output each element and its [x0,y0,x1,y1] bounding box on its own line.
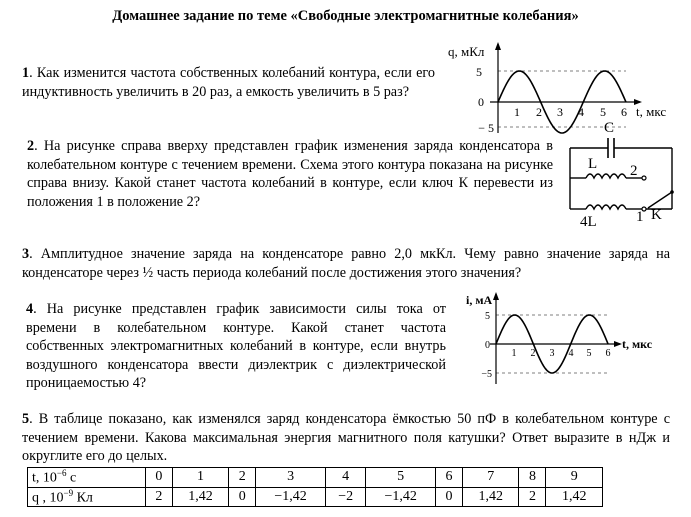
table-cell: 5 [366,468,436,488]
graph4-ytick-5: 5 [485,311,490,322]
task-1-text: . Как изменится частота собственных колебаний контура, если его индуктивность увеличить в 20 раз, а емкость увеличить в 5 раз? [22,65,435,100]
graph1-xtick-5: 5 [600,105,606,119]
table-cell: −1,42 [256,487,326,507]
charge-table [27,467,603,507]
time-unit: с [66,470,77,486]
charge-unit: Кл [73,490,93,506]
task-4-number: 4 [26,301,34,317]
graph4-ylabel: i, мА [466,293,493,307]
table-cell: 0 [436,487,463,507]
circuit-diagram [560,118,691,230]
table-cell: 1,42 [172,487,228,507]
time-label: t, 10 [32,470,57,486]
task-2 [27,137,553,211]
inductor-4L-label: 4L [580,214,597,230]
table-cell: 2 [519,487,546,507]
switch-position-2-label: 2 [630,163,638,179]
graph4-xtick-4: 4 [568,348,574,359]
table-cell: 1 [172,468,228,488]
switch-contact-2 [642,176,646,180]
graph1-xtick-4: 4 [578,105,584,119]
table-cell: −1,42 [366,487,436,507]
table-cell: 0 [229,487,256,507]
task-1 [22,64,435,101]
table-cell: 1,42 [463,487,519,507]
table-cell: 6 [436,468,463,488]
task-4-text: . На рисунке представлен график зависимости силы тока от времени в колебательном контуре. Какой станет частота собственных электромагнитных колебаний в контуре, если внутрь воздушного конденсатора ввести диэлектрик с диэлектрической проницаемостью 4? [26,301,446,391]
graph1-xtick-6: 6 [621,105,627,119]
task-1-number: 1 [22,65,30,81]
graph4-xtick-1: 1 [511,348,517,359]
task-5-text: . В таблице показано, как изменялся заряд конденсатора ёмкостью 50 пФ в колебательном контуре с течением времени. Какова максимальная энергия магнитного поля катушки? Ответ выразите в нДж и округлите его до целых. [22,411,670,464]
graph4-ytick-0: 0 [485,340,490,351]
graph4-xtick-2: 2 [530,348,536,359]
task-3 [22,245,670,282]
table-cell: −2 [326,487,366,507]
graph1-ytick-5: 5 [476,65,482,79]
switch-position-1-label: 1 [636,209,644,225]
table-cell: 1,42 [546,487,603,507]
graph1-ylabel: q, мКл [448,44,485,59]
table-row-charge [28,487,603,507]
graph1-xtick-2: 2 [536,105,542,119]
inductor-L [586,174,626,178]
table-cell: 2 [145,487,172,507]
graph1-xlabel: t, мкс [636,104,667,119]
graph1-xtick-1: 1 [514,105,520,119]
graph4-xlabel: t, мкс [622,337,653,351]
table-cell: 8 [519,468,546,488]
graph4-xtick-6: 6 [605,348,611,359]
switch-K-label: K [651,207,662,223]
graph1-ytick-0: 0 [478,95,484,109]
task-2-number: 2 [27,138,35,154]
table-cell: 9 [546,468,603,488]
switch-lever [648,192,672,208]
graph4-ytick-minus5: −5 [481,369,492,380]
table-cell: 4 [326,468,366,488]
task-5 [22,410,670,466]
table-cell: 3 [256,468,326,488]
time-exponent: −6 [56,468,67,478]
table-cell: 0 [145,468,172,488]
inductor-4L [586,205,626,209]
inductor-L-label: L [588,156,598,172]
page-title: Домашнее задание по теме «Свободные электромагнитные колебания» [112,8,579,24]
task-3-text: . Амплитудное значение заряда на конденсаторе равно 2,0 мкКл. Чему равно значение заряда на конденсаторе через ½ часть периода колебаний после достижения этого значения? [22,246,670,281]
current-graph [460,288,691,388]
task-5-number: 5 [22,411,30,427]
table-header-charge [28,487,146,507]
graph1-ytick-minus5: − 5 [478,121,494,135]
table-header-time [28,468,146,488]
task-4 [26,300,446,393]
graph1-xtick-3: 3 [557,105,563,119]
task-3-number: 3 [22,246,30,262]
charge-label: q , 10 [32,490,64,506]
task-2-text: . На рисунке справа вверху представлен график изменения заряда конденсатора в колебательном контуре с течением времени. Схема этого контура показана на рисунке справа внизу. Какой станет частота колебаний в контуре, если ключ К перевести из положения 1 в положение 2? [27,138,553,210]
charge-exponent: −9 [63,487,74,498]
table-cell: 2 [229,468,256,488]
graph4-xtick-5: 5 [586,348,592,359]
table-row-time [28,468,603,488]
capacitor-label: C [604,120,615,136]
table-cell: 7 [463,468,519,488]
graph4-xtick-3: 3 [549,348,555,359]
